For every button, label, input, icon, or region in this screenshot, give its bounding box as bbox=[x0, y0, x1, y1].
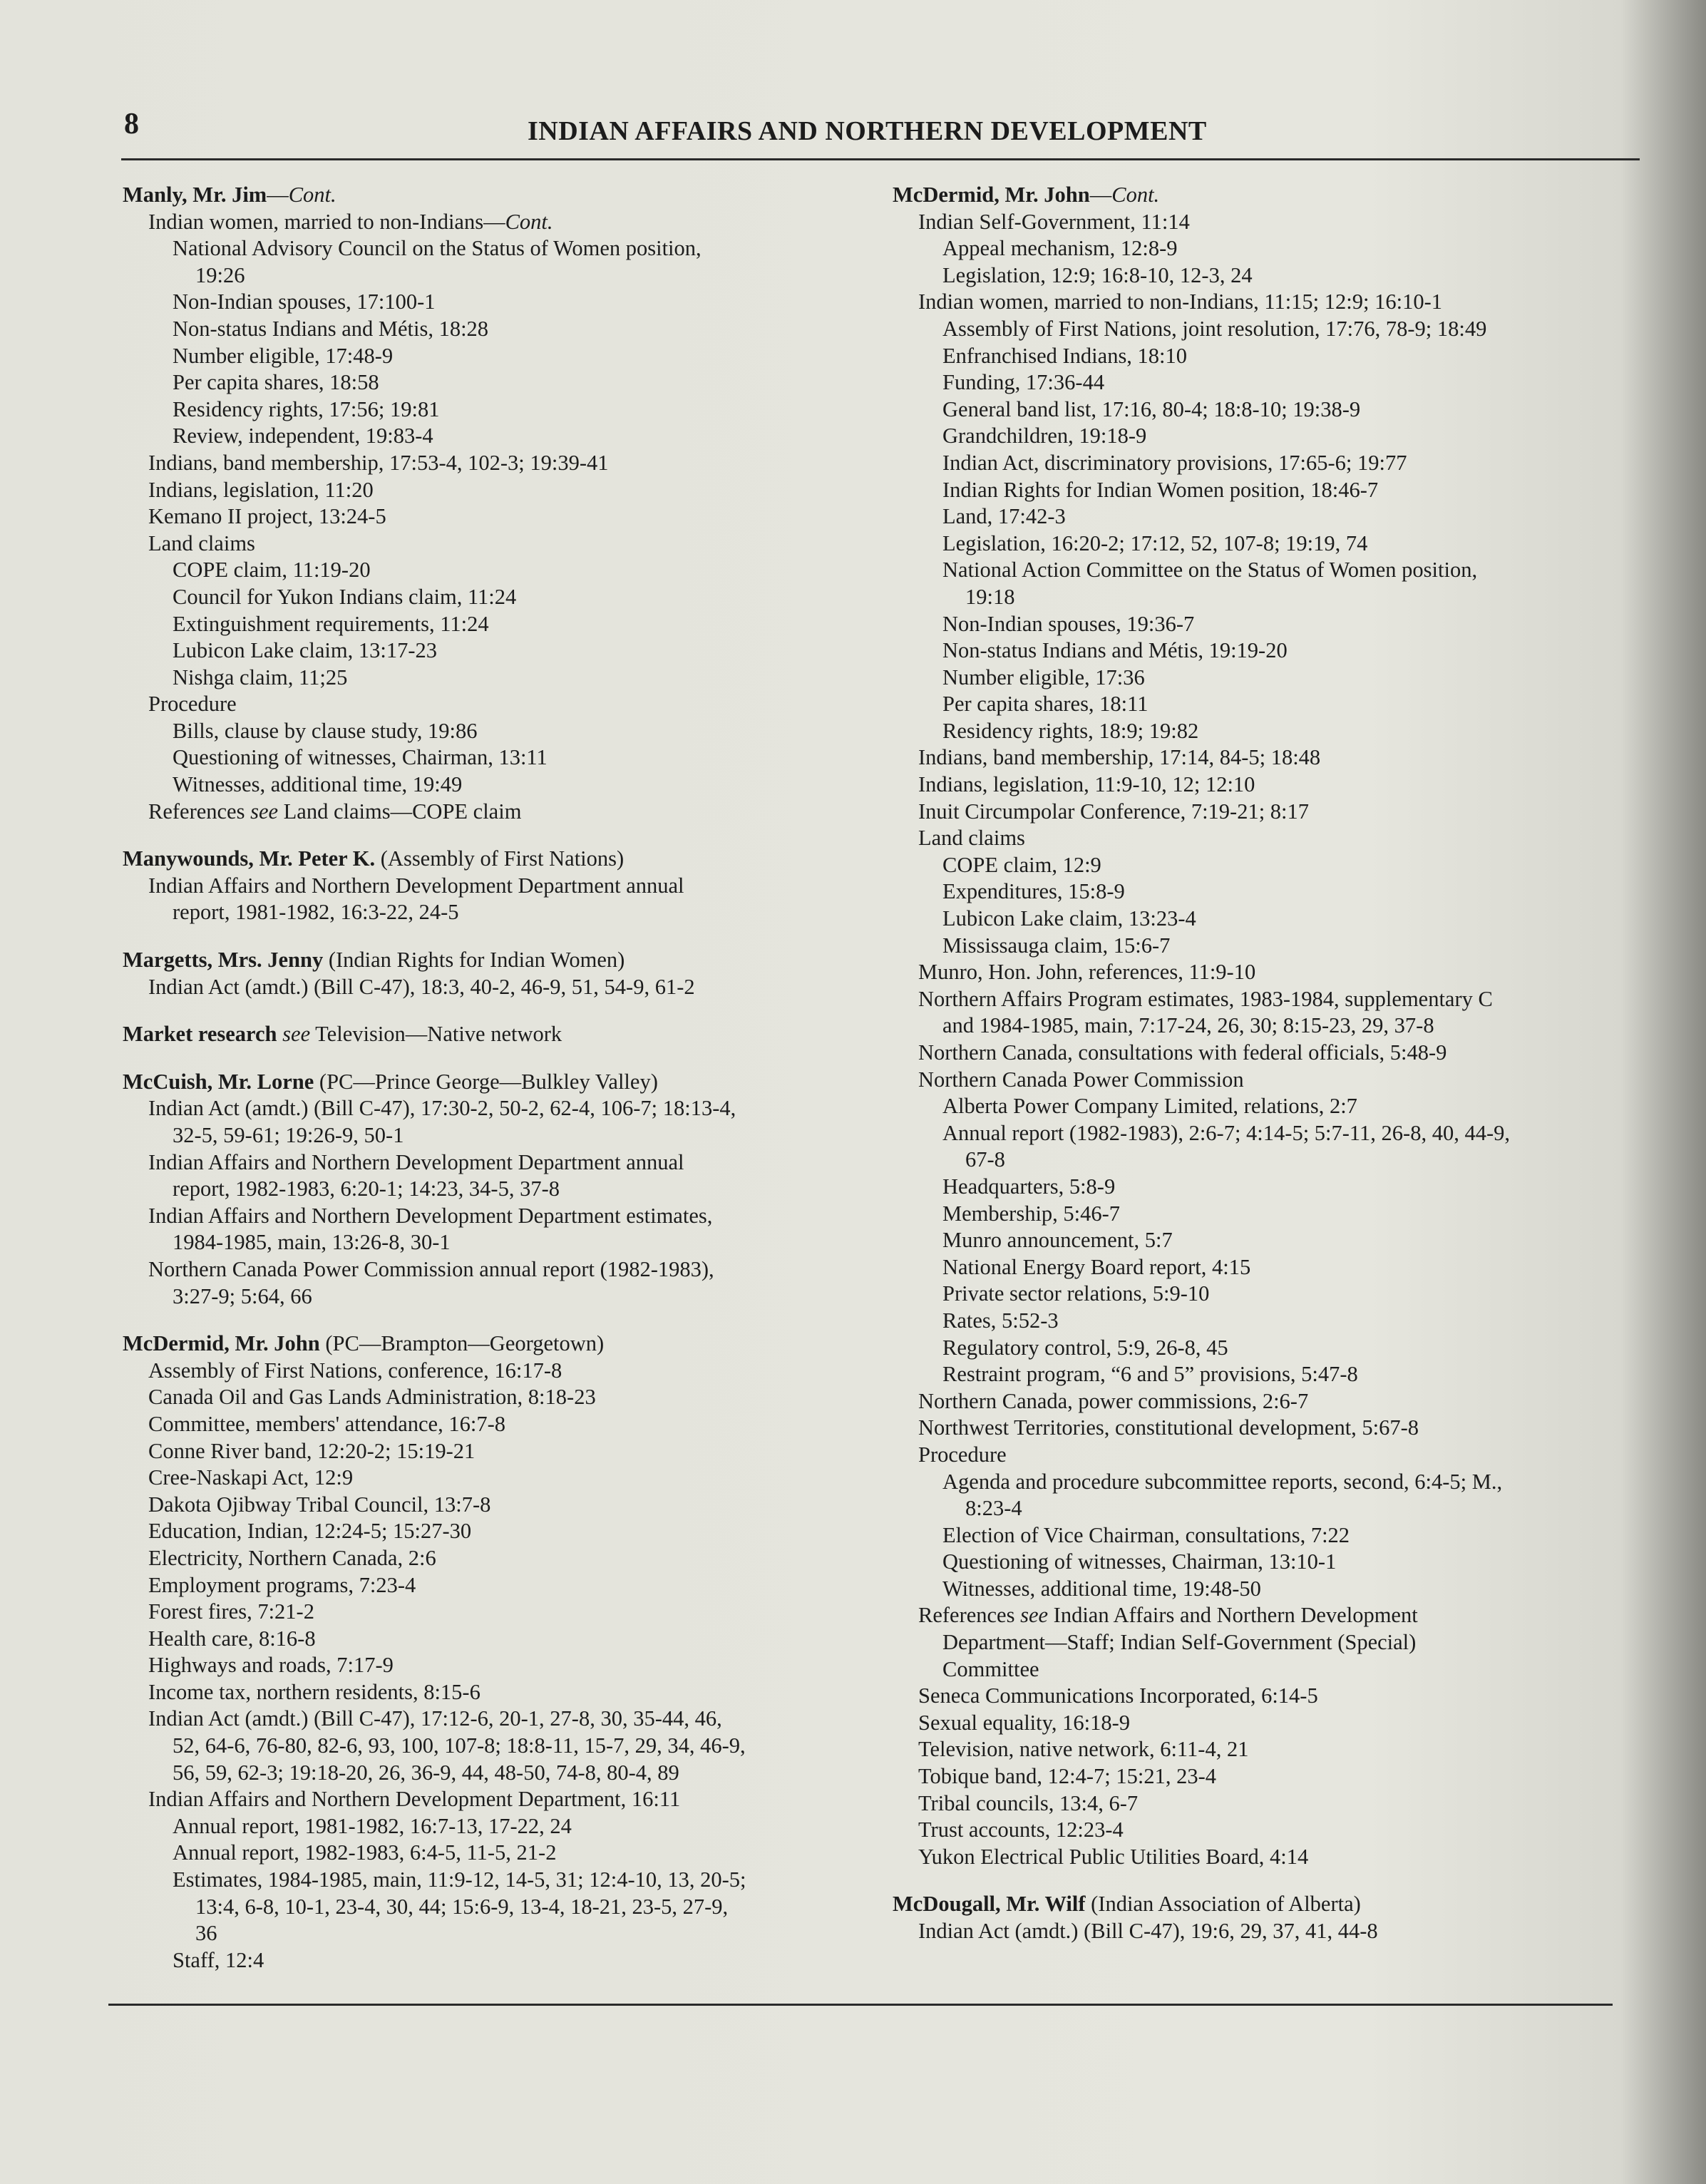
entry-subentry bbox=[883, 1281, 1624, 1308]
entry-text: Indian Act, discriminatory provisions, 17:65-6; 19:77 bbox=[942, 450, 1407, 475]
entry-text: Education, Indian, 12:24-5; 15:27-30 bbox=[148, 1519, 472, 1544]
entry-heading bbox=[113, 846, 883, 873]
entry-text: Funding, 17:36-44 bbox=[942, 370, 1105, 395]
entry-subentry bbox=[883, 503, 1624, 530]
entry-subentry bbox=[883, 209, 1624, 236]
entry-text: Indian Self-Government, 11:14 bbox=[918, 209, 1190, 234]
entry-subentry bbox=[883, 530, 1624, 558]
entry-text: Indian Act (amdt.) (Bill C-47), 17:12-6, 20-1, 27-8, 30, 35-44, 46, bbox=[148, 1706, 722, 1731]
page-number: 8 bbox=[124, 108, 139, 140]
entry-subentry bbox=[113, 1411, 883, 1438]
entry-text: Land, 17:42-3 bbox=[942, 504, 1066, 529]
index-entry bbox=[883, 182, 1624, 1870]
entry-text: Department—Staff; Indian Self-Government (Special) bbox=[942, 1630, 1417, 1655]
entry-subentry bbox=[883, 423, 1624, 450]
entry-text: Private sector relations, 5:9-10 bbox=[942, 1281, 1210, 1306]
entry-subentry bbox=[113, 557, 883, 584]
entry-text: 8:23-4 bbox=[965, 1496, 1022, 1521]
entry-text: National Advisory Council on the Status of Women position, bbox=[173, 236, 702, 261]
entry-text: Witnesses, additional time, 19:49 bbox=[173, 772, 463, 797]
entry-text: Restraint program, “6 and 5” provisions, 5:47-8 bbox=[942, 1362, 1358, 1387]
entry-subentry bbox=[113, 799, 883, 826]
entry-text: Indian women, married to non-Indians— bbox=[148, 209, 505, 234]
index-entry bbox=[113, 1069, 883, 1310]
entry-subentry bbox=[113, 1652, 883, 1679]
entry-text: Rates, 5:52-3 bbox=[942, 1308, 1059, 1333]
entry-text: Television, native network, 6:11-4, 21 bbox=[918, 1737, 1249, 1762]
entry-text: Non-Indian spouses, 17:100-1 bbox=[173, 289, 436, 314]
entry-name: McDermid, Mr. John bbox=[893, 183, 1090, 207]
entry-text: Legislation, 16:20-2; 17:12, 52, 107-8; 19:19, 74 bbox=[942, 530, 1368, 555]
entry-subentry bbox=[883, 557, 1624, 584]
entry-text: Tribal councils, 13:4, 6-7 bbox=[918, 1790, 1139, 1815]
index-entry bbox=[113, 1021, 883, 1048]
entry-text: COPE claim, 11:19-20 bbox=[173, 558, 371, 583]
entry-subentry bbox=[113, 1840, 883, 1867]
entry-text: Northern Canada Power Commission bbox=[918, 1067, 1244, 1092]
entry-subentry bbox=[883, 611, 1624, 638]
entry-subentry bbox=[883, 1736, 1624, 1763]
entry-heading bbox=[113, 1069, 883, 1096]
entry-subentry bbox=[113, 1283, 883, 1311]
entry-subentry bbox=[113, 899, 883, 926]
entry-subentry bbox=[883, 986, 1624, 1013]
entry-subentry bbox=[883, 1093, 1624, 1120]
entry-text: Indians, legislation, 11:9-10, 12; 12:10 bbox=[918, 772, 1255, 797]
entry-subentry bbox=[113, 209, 883, 236]
entry-text: Assembly of First Nations, joint resolution, 17:76, 78-9; 18:49 bbox=[942, 316, 1487, 341]
entry-subentry bbox=[113, 1438, 883, 1465]
entry-subentry bbox=[883, 1254, 1624, 1281]
entry-text: Non-status Indians and Métis, 18:28 bbox=[173, 316, 489, 341]
entry-subentry bbox=[883, 1790, 1624, 1818]
entry-subentry bbox=[883, 1629, 1624, 1656]
entry-text: Residency rights, 17:56; 19:81 bbox=[173, 396, 440, 421]
entry-subentry bbox=[883, 691, 1624, 718]
entry-subentry bbox=[113, 450, 883, 477]
entry-subentry bbox=[113, 771, 883, 799]
entry-subentry bbox=[883, 235, 1624, 262]
entry-subentry bbox=[883, 799, 1624, 826]
entry-subentry bbox=[883, 718, 1624, 745]
entry-subentry bbox=[113, 1867, 883, 1894]
entry-text: 67-8 bbox=[965, 1147, 1005, 1172]
entry-text: Bills, clause by clause study, 19:86 bbox=[173, 718, 478, 743]
entry-subentry bbox=[113, 1706, 883, 1733]
entry-subentry bbox=[113, 1545, 883, 1572]
entry-text: Assembly of First Nations, conference, 16:17-8 bbox=[148, 1358, 562, 1383]
entry-text: Witnesses, additional time, 19:48-50 bbox=[942, 1576, 1261, 1601]
entry-text: COPE claim, 12:9 bbox=[942, 852, 1101, 877]
entry-subentry bbox=[883, 771, 1624, 799]
entry-text: 32-5, 59-61; 19:26-9, 50-1 bbox=[173, 1123, 404, 1147]
entry-subentry bbox=[883, 959, 1624, 986]
entry-subentry bbox=[113, 1465, 883, 1492]
entry-text: Extinguishment requirements, 11:24 bbox=[173, 611, 489, 636]
entry-subentry bbox=[113, 423, 883, 450]
entry-subentry bbox=[113, 1894, 883, 1921]
entry-heading bbox=[883, 182, 1624, 209]
entry-text: Annual report (1982-1983), 2:6-7; 4:14-5; 5:7-11, 26-8, 40, 44-9, bbox=[942, 1120, 1510, 1145]
entry-subentry bbox=[113, 718, 883, 745]
entry-text: Trust accounts, 12:23-4 bbox=[918, 1818, 1124, 1842]
entry-text: Land claims bbox=[148, 530, 255, 555]
entry-text: Cree-Naskapi Act, 12:9 bbox=[148, 1465, 354, 1490]
entry-text: Health care, 8:16-8 bbox=[148, 1626, 316, 1651]
entry-subentry bbox=[113, 1786, 883, 1813]
entry-text: Canada Oil and Gas Lands Administration, 8:18-23 bbox=[148, 1385, 596, 1410]
entry-subentry bbox=[883, 1683, 1624, 1710]
entry-subentry bbox=[883, 1174, 1624, 1201]
entry-subentry bbox=[883, 933, 1624, 960]
entry-text: Indians, band membership, 17:14, 84-5; 18:48 bbox=[918, 745, 1321, 770]
entry-subentry bbox=[883, 1469, 1624, 1496]
entry-subentry bbox=[883, 665, 1624, 692]
entry-subentry bbox=[113, 1679, 883, 1706]
entry-text: Indian Affairs and Northern Development Department annual bbox=[148, 873, 684, 898]
entry-subentry bbox=[113, 477, 883, 504]
italic-text: Cont. bbox=[288, 183, 336, 207]
italic-text: see bbox=[282, 1022, 311, 1047]
entry-text: Inuit Circumpolar Conference, 7:19-21; 8:17 bbox=[918, 799, 1310, 824]
entry-text: Procedure bbox=[918, 1442, 1007, 1467]
entry-text: Membership, 5:46-7 bbox=[942, 1201, 1121, 1226]
entry-text: References bbox=[918, 1603, 1021, 1628]
index-entry bbox=[113, 846, 883, 926]
entry-subentry bbox=[113, 316, 883, 343]
entry-text: Nishga claim, 11;25 bbox=[173, 665, 348, 689]
entry-subentry bbox=[113, 584, 883, 611]
entry-name: Margetts, Mrs. Jenny bbox=[123, 948, 324, 973]
entry-subentry bbox=[113, 262, 883, 289]
entry-text: Munro announcement, 5:7 bbox=[942, 1228, 1173, 1253]
entry-text: report, 1982-1983, 6:20-1; 14:23, 34-5, 37-8 bbox=[173, 1176, 560, 1201]
entry-subentry bbox=[113, 1572, 883, 1599]
index-entry bbox=[883, 1891, 1624, 1944]
entry-text: Non-Indian spouses, 19:36-7 bbox=[942, 611, 1195, 636]
entry-subentry bbox=[883, 1227, 1624, 1254]
entry-subentry bbox=[113, 1733, 883, 1760]
entry-subentry bbox=[113, 665, 883, 692]
entry-subentry bbox=[883, 852, 1624, 879]
entry-text: Indian Affairs and Northern Development bbox=[1048, 1603, 1418, 1628]
entry-text: 3:27-9; 5:64, 66 bbox=[173, 1283, 312, 1308]
entry-text: Indians, legislation, 11:20 bbox=[148, 477, 374, 502]
entry-text: 13:4, 6-8, 10-1, 23-4, 30, 44; 15:6-9, 13-4, 18-21, 23-5, 27-9, bbox=[195, 1894, 729, 1919]
entry-subentry bbox=[883, 1388, 1624, 1415]
entry-text: Election of Vice Chairman, consultations, 7:22 bbox=[942, 1522, 1350, 1547]
entry-text: Questioning of witnesses, Chairman, 13:11 bbox=[173, 745, 548, 770]
entry-text: — bbox=[267, 183, 289, 207]
entry-text: Indian Act (amdt.) (Bill C-47), 17:30-2, 50-2, 62-4, 106-7; 18:13-4, bbox=[148, 1096, 736, 1121]
entry-text: Indian Act (amdt.) (Bill C-47), 18:3, 40-2, 46-9, 51, 54-9, 61-2 bbox=[148, 974, 695, 999]
entry-heading bbox=[883, 1891, 1624, 1918]
entry-text: Indian Rights for Indian Women position, 18:46-7 bbox=[942, 477, 1379, 502]
italic-text: see bbox=[1020, 1603, 1049, 1628]
entry-subentry bbox=[883, 316, 1624, 343]
entry-text: Forest fires, 7:21-2 bbox=[148, 1599, 314, 1624]
entry-subentry bbox=[883, 825, 1624, 852]
entry-text: (Indian Rights for Indian Women) bbox=[323, 948, 625, 973]
entry-text: Council for Yukon Indians claim, 11:24 bbox=[173, 584, 517, 609]
entry-subentry bbox=[113, 1760, 883, 1787]
entry-subentry bbox=[883, 1120, 1624, 1147]
entry-subentry bbox=[883, 1656, 1624, 1683]
entry-heading bbox=[113, 182, 883, 209]
entry-text: 19:26 bbox=[195, 262, 245, 287]
entry-text: 52, 64-6, 76-80, 82-6, 93, 100, 107-8; 18:8-11, 15-7, 29, 34, 46-9, bbox=[173, 1733, 746, 1758]
entry-subentry bbox=[883, 1335, 1624, 1362]
entry-text: 19:18 bbox=[965, 584, 1015, 609]
entry-text: Northern Affairs Program estimates, 1983-1984, supplementary C bbox=[918, 986, 1493, 1011]
entry-subentry bbox=[883, 637, 1624, 665]
entry-subentry bbox=[113, 1095, 883, 1122]
entry-text: Annual report, 1981-1982, 16:7-13, 17-22, 24 bbox=[173, 1813, 572, 1838]
entry-subentry bbox=[883, 1308, 1624, 1335]
entry-subentry bbox=[113, 1920, 883, 1947]
entry-text: National Action Committee on the Status of Women position, bbox=[942, 558, 1478, 583]
entry-subentry bbox=[883, 262, 1624, 289]
entry-subentry bbox=[113, 1626, 883, 1653]
entry-subentry bbox=[883, 1442, 1624, 1469]
entry-text: Annual report, 1982-1983, 6:4-5, 11-5, 21-2 bbox=[173, 1840, 557, 1865]
entry-subentry bbox=[883, 1844, 1624, 1871]
entry-subentry bbox=[883, 1415, 1624, 1442]
entry-subentry bbox=[113, 289, 883, 316]
entry-text: 36 bbox=[195, 1921, 217, 1946]
entry-text: (PC—Prince George—Bulkley Valley) bbox=[314, 1069, 658, 1094]
entry-subentry bbox=[883, 1040, 1624, 1067]
entry-heading bbox=[113, 1331, 883, 1358]
entry-subentry bbox=[883, 1549, 1624, 1576]
entry-text: Lubicon Lake claim, 13:17-23 bbox=[173, 638, 437, 663]
entry-heading bbox=[113, 947, 883, 974]
entry-text: Conne River band, 12:20-2; 15:19-21 bbox=[148, 1438, 476, 1463]
entry-text: Estimates, 1984-1985, main, 11:9-12, 14-5, 31; 12:4-10, 13, 20-5; bbox=[173, 1867, 746, 1892]
entry-subentry bbox=[113, 235, 883, 262]
entry-text: Headquarters, 5:8-9 bbox=[942, 1174, 1116, 1199]
entry-subentry bbox=[883, 477, 1624, 504]
entry-text: Kemano II project, 13:24-5 bbox=[148, 504, 386, 529]
entry-subentry bbox=[883, 343, 1624, 370]
entry-text: General band list, 17:16, 80-4; 18:8-10; 19:38-9 bbox=[942, 396, 1361, 421]
entry-subentry bbox=[113, 503, 883, 530]
entry-text: Indian women, married to non-Indians, 11:15; 12:9; 16:10-1 bbox=[918, 289, 1442, 314]
italic-text: Cont. bbox=[1111, 183, 1160, 207]
running-title: INDIAN AFFAIRS AND NORTHERN DEVELOPMENT bbox=[528, 116, 1207, 146]
entry-subentry bbox=[113, 1149, 883, 1176]
entry-subentry bbox=[883, 1710, 1624, 1737]
entry-subentry bbox=[113, 1384, 883, 1411]
entry-subentry bbox=[883, 1817, 1624, 1844]
entry-subentry bbox=[883, 289, 1624, 316]
entry-text: Dakota Ojibway Tribal Council, 13:7-8 bbox=[148, 1492, 491, 1517]
entry-subentry bbox=[883, 450, 1624, 477]
entry-text: Northern Canada Power Commission annual report (1982-1983), bbox=[148, 1256, 714, 1281]
entry-text: Northern Canada, power commissions, 2:6-7 bbox=[918, 1388, 1309, 1413]
footer-rule bbox=[108, 2004, 1613, 2006]
entry-text: Staff, 12:4 bbox=[173, 1947, 264, 1972]
entry-subentry bbox=[113, 1256, 883, 1283]
entry-subentry bbox=[883, 1012, 1624, 1040]
entry-text: Number eligible, 17:48-9 bbox=[173, 343, 394, 368]
index-entry bbox=[113, 182, 883, 825]
index-entry bbox=[113, 1331, 883, 1974]
entry-text: Seneca Communications Incorporated, 6:14-5 bbox=[918, 1683, 1318, 1708]
entry-text: Review, independent, 19:83-4 bbox=[173, 424, 433, 448]
entry-name: Manywounds, Mr. Peter K. bbox=[123, 846, 376, 871]
left-column bbox=[113, 182, 883, 1994]
entry-subentry bbox=[113, 343, 883, 370]
entry-text: Enfranchised Indians, 18:10 bbox=[942, 343, 1188, 368]
entry-subentry bbox=[883, 878, 1624, 906]
entry-name: McDougall, Mr. Wilf bbox=[893, 1892, 1086, 1917]
entry-text: Grandchildren, 19:18-9 bbox=[942, 424, 1147, 448]
entry-subentry bbox=[883, 1147, 1624, 1174]
entry-text: Non-status Indians and Métis, 19:19-20 bbox=[942, 638, 1288, 663]
entry-text: Alberta Power Company Limited, relations, 2:7 bbox=[942, 1094, 1357, 1119]
entry-name: McCuish, Mr. Lorne bbox=[123, 1069, 314, 1094]
entry-subentry bbox=[883, 1201, 1624, 1228]
entry-text: Indian Act (amdt.) (Bill C-47), 19:6, 29, 37, 41, 44-8 bbox=[918, 1919, 1378, 1943]
entry-text: Employment programs, 7:23-4 bbox=[148, 1572, 416, 1597]
entry-subentry bbox=[113, 530, 883, 558]
entry-text: Regulatory control, 5:9, 26-8, 45 bbox=[942, 1335, 1228, 1360]
right-column bbox=[883, 182, 1624, 1966]
entry-name: Market research bbox=[123, 1022, 277, 1047]
entry-text bbox=[277, 1022, 283, 1046]
entry-subentry bbox=[113, 1492, 883, 1519]
entry-subentry bbox=[113, 691, 883, 718]
italic-text: see bbox=[250, 799, 279, 824]
entry-text: Mississauga claim, 15:6-7 bbox=[942, 933, 1171, 958]
entry-text: Electricity, Northern Canada, 2:6 bbox=[148, 1545, 436, 1570]
entry-text: Questioning of witnesses, Chairman, 13:10-1 bbox=[942, 1549, 1337, 1574]
entry-subentry bbox=[113, 1947, 883, 1974]
entry-text: Appeal mechanism, 12:8-9 bbox=[942, 236, 1178, 261]
entry-text: Television—Native network bbox=[310, 1022, 562, 1047]
entry-subentry bbox=[113, 1122, 883, 1149]
entry-subentry bbox=[883, 396, 1624, 424]
entry-text: Yukon Electrical Public Utilities Board, 4:14 bbox=[918, 1844, 1309, 1869]
entry-subentry bbox=[883, 1576, 1624, 1603]
italic-text: Cont. bbox=[505, 209, 553, 234]
entry-text: Land claims—COPE claim bbox=[278, 799, 522, 824]
index-entry bbox=[113, 947, 883, 1000]
entry-name: McDermid, Mr. John bbox=[123, 1331, 320, 1356]
entry-text: Sexual equality, 16:18-9 bbox=[918, 1710, 1131, 1735]
entry-text: Land claims bbox=[918, 826, 1025, 851]
entry-text: Residency rights, 18:9; 19:82 bbox=[942, 718, 1199, 743]
entry-subentry bbox=[883, 584, 1624, 611]
entry-subentry bbox=[883, 906, 1624, 933]
entry-subentry bbox=[883, 1918, 1624, 1945]
entry-subentry bbox=[883, 1495, 1624, 1522]
entry-text: Indian Affairs and Northern Development Department estimates, bbox=[148, 1203, 713, 1228]
entry-subentry bbox=[113, 974, 883, 1001]
entry-text: Munro, Hon. John, references, 11:9-10 bbox=[918, 960, 1256, 985]
entry-text: Per capita shares, 18:58 bbox=[173, 370, 379, 395]
entry-subentry bbox=[113, 611, 883, 638]
entry-text: report, 1981-1982, 16:3-22, 24-5 bbox=[173, 900, 459, 925]
entry-text: and 1984-1985, main, 7:17-24, 26, 30; 8:15-23, 29, 37-8 bbox=[942, 1013, 1434, 1038]
entry-text: References bbox=[148, 799, 251, 824]
entry-subentry bbox=[883, 1067, 1624, 1094]
entry-subentry bbox=[883, 1522, 1624, 1549]
entry-text: 1984-1985, main, 13:26-8, 30-1 bbox=[173, 1230, 451, 1255]
entry-heading bbox=[113, 1021, 883, 1048]
entry-subentry bbox=[113, 369, 883, 396]
entry-text: Legislation, 12:9; 16:8-10, 12-3, 24 bbox=[942, 262, 1253, 287]
entry-text: (Indian Association of Alberta) bbox=[1085, 1892, 1361, 1917]
entry-subentry bbox=[113, 1176, 883, 1203]
entry-subentry bbox=[883, 1763, 1624, 1790]
entry-text: Indian Affairs and Northern Development Department annual bbox=[148, 1149, 684, 1174]
entry-text: Northwest Territories, constitutional development, 5:67-8 bbox=[918, 1415, 1419, 1440]
entry-subentry bbox=[113, 1813, 883, 1840]
entry-subentry bbox=[113, 1358, 883, 1385]
entry-subentry bbox=[883, 744, 1624, 771]
entry-subentry bbox=[113, 1599, 883, 1626]
entry-text: Expenditures, 15:8-9 bbox=[942, 879, 1125, 904]
entry-subentry bbox=[113, 1203, 883, 1230]
entry-text: Committee, members' attendance, 16:7-8 bbox=[148, 1411, 505, 1436]
entry-subentry bbox=[113, 637, 883, 665]
entry-subentry bbox=[883, 1602, 1624, 1629]
entry-text: Indian Affairs and Northern Development Department, 16:11 bbox=[148, 1787, 681, 1812]
entry-text: Number eligible, 17:36 bbox=[942, 665, 1145, 689]
entry-text: (Assembly of First Nations) bbox=[375, 846, 625, 871]
entry-text: Tobique band, 12:4-7; 15:21, 23-4 bbox=[918, 1764, 1217, 1789]
entry-text: Highways and roads, 7:17-9 bbox=[148, 1653, 394, 1678]
entry-subentry bbox=[883, 369, 1624, 396]
entry-text: Northern Canada, consultations with federal officials, 5:48-9 bbox=[918, 1040, 1447, 1065]
entry-text: National Energy Board report, 4:15 bbox=[942, 1254, 1251, 1279]
entry-text: 56, 59, 62-3; 19:18-20, 26, 36-9, 44, 48-50, 74-8, 80-4, 89 bbox=[173, 1760, 679, 1785]
entry-subentry bbox=[113, 396, 883, 424]
running-header bbox=[121, 107, 1640, 160]
entry-text: Per capita shares, 18:11 bbox=[942, 692, 1149, 717]
entry-subentry bbox=[113, 873, 883, 900]
entry-subentry bbox=[113, 744, 883, 771]
entry-text: Committee bbox=[942, 1656, 1039, 1681]
entry-subentry bbox=[883, 1361, 1624, 1388]
entry-text: — bbox=[1089, 183, 1112, 207]
entry-subentry bbox=[113, 1229, 883, 1256]
entry-subentry bbox=[113, 1518, 883, 1545]
entry-text: Agenda and procedure subcommittee reports, second, 6:4-5; M., bbox=[942, 1469, 1503, 1494]
entry-text: (PC—Brampton—Georgetown) bbox=[319, 1331, 605, 1356]
entry-text: Indians, band membership, 17:53-4, 102-3; 19:39-41 bbox=[148, 450, 609, 475]
entry-name: Manly, Mr. Jim bbox=[123, 183, 267, 207]
entry-text: Lubicon Lake claim, 13:23-4 bbox=[942, 906, 1196, 931]
entry-text: Income tax, northern residents, 8:15-6 bbox=[148, 1679, 481, 1704]
entry-text: Procedure bbox=[148, 692, 237, 717]
